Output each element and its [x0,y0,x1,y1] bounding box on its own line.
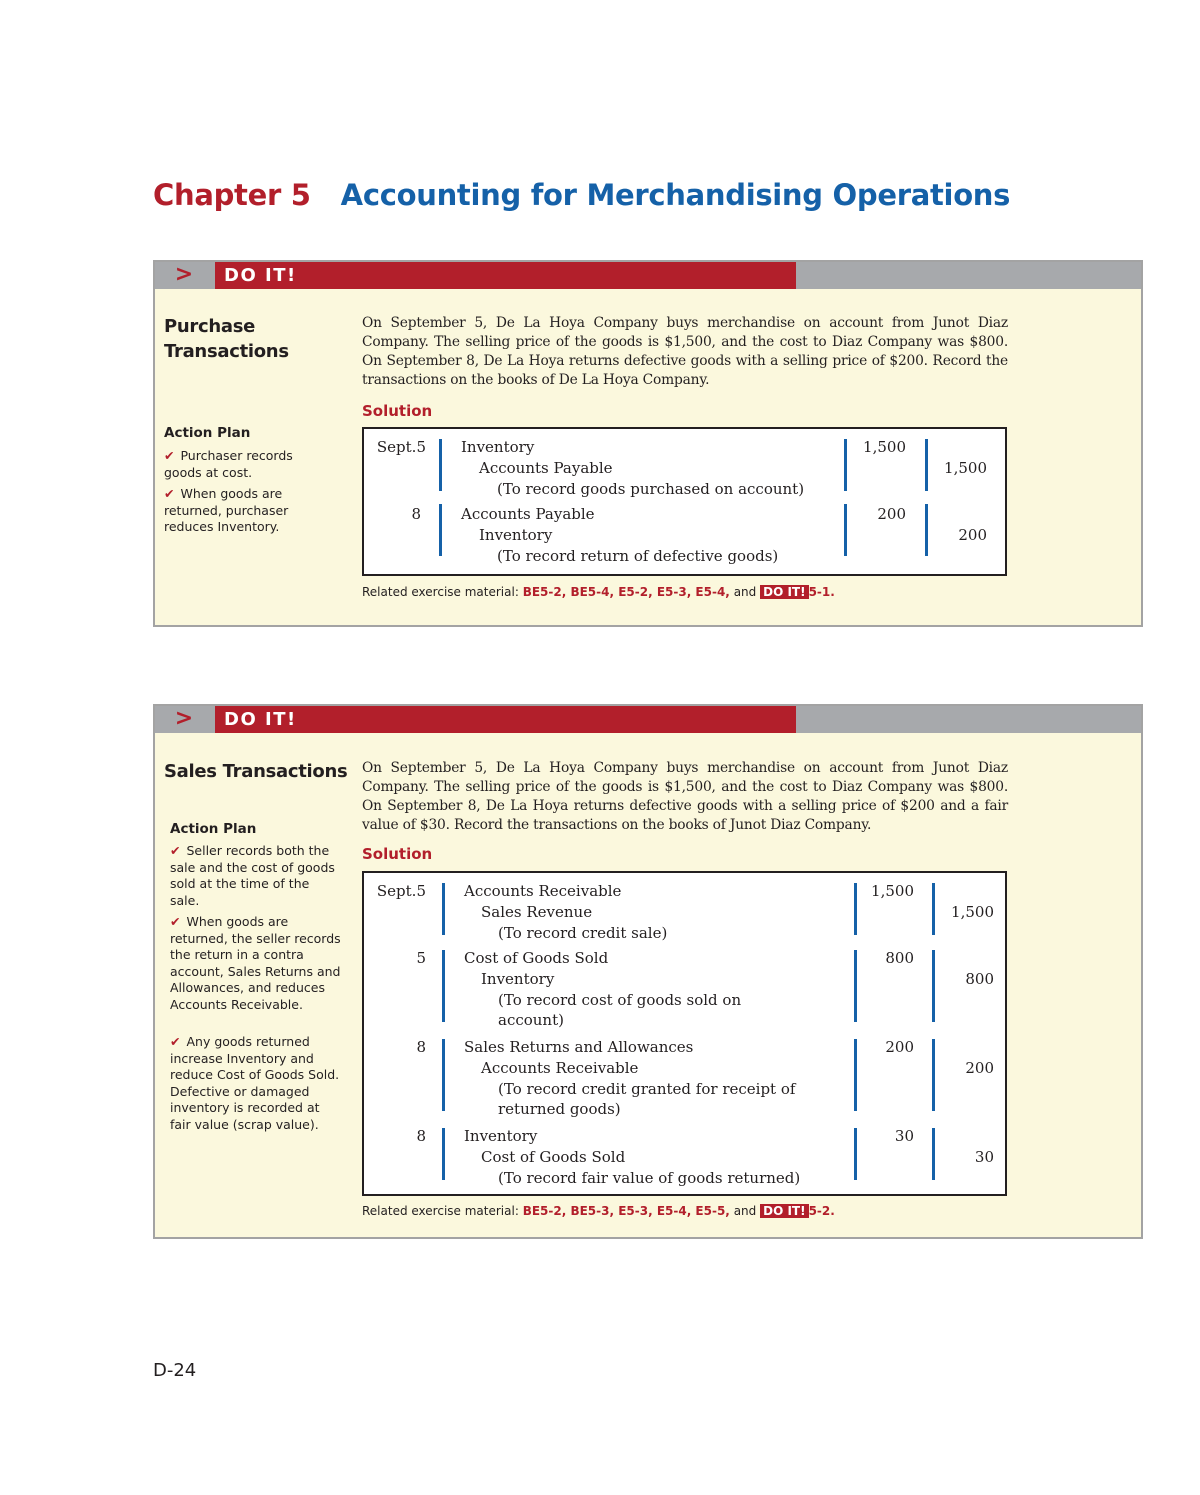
problem-text: On September 5, De La Hoya Company buys merchandise on account from Junot Diaz Company. The selling price of the goods is $1,500, and the cost to Diaz Company was $800. On September 8, De La Hoya returns defective goods with a selling price of $200. Record the transactions on the books of De La Hoya Company. [362,315,1008,388]
do-it-ref[interactable]: 5-1. [808,585,835,599]
entry-date: 8 [416,1127,426,1145]
entry-memo: (To record credit granted for receipt of [498,1080,796,1098]
chevron-right-icon: > [174,706,194,731]
checkmark-icon: ✔ [170,843,181,858]
entry-memo: (To record return of defective goods) [497,547,779,565]
journal-entries [362,871,1007,1196]
credit-amount: 800 [965,970,994,988]
related-exercises: Related exercise material: BE5-2, BE5-3, E5-3, E5-4, E5-5, and DO IT! 5-2. [362,1204,835,1218]
do-it-badge[interactable]: DO IT! [760,585,808,599]
action-plan-heading: Action Plan [170,821,257,837]
entry-date: 8 [416,1038,426,1056]
column-rule [442,1039,445,1111]
entry-memo-cont: account) [498,1011,564,1029]
debit-account: Inventory [461,438,535,456]
credit-account: Cost of Goods Sold [481,1148,626,1166]
credit-account: Accounts Receivable [481,1059,639,1077]
credit-account: Accounts Payable [479,459,613,477]
debit-account: Sales Returns and Allowances [464,1038,694,1056]
do-it-badge[interactable]: DO IT! [760,1204,808,1218]
checkmark-icon: ✔ [170,1034,181,1049]
debit-amount: 200 [877,505,906,523]
section-title: Sales Transactions [164,761,348,782]
action-plan-item: ✔ Purchaser records goods at cost. [164,448,293,480]
credit-amount: 1,500 [944,459,987,477]
section-title-line1: Purchase [164,316,256,337]
debit-amount: 1,500 [871,882,914,900]
entry-date: 8 [411,505,421,523]
exercise-refs[interactable]: BE5-2, BE5-4, E5-2, E5-3, E5-4, [522,585,730,599]
checkmark-icon: ✔ [164,448,175,463]
credit-account: Inventory [481,970,555,988]
column-rule [442,1128,445,1180]
entry-date: Sept.5 [376,882,426,900]
do-it-box-sales [153,704,1143,1239]
do-it-box-purchase [153,260,1143,627]
do-it-banner [155,706,1141,733]
debit-account: Accounts Payable [461,505,595,523]
credit-amount: 200 [965,1059,994,1077]
entry-memo-cont: returned goods) [498,1100,621,1118]
column-rule [439,439,442,491]
debit-account: Accounts Receivable [464,882,622,900]
entry-date: 5 [416,949,426,967]
credit-account: Sales Revenue [481,903,593,921]
action-plan-item: ✔ When goods are returned, the seller records the return in a contra account, Sales Returns and Allowances, and reduces Accounts Receivable. [170,914,341,1012]
page-number: D-24 [153,1360,197,1381]
entry-memo: (To record goods purchased on account) [497,480,805,498]
debit-amount: 1,500 [863,438,906,456]
problem-text: On September 5, De La Hoya Company buys merchandise on account from Junot Diaz Company. The selling price of the goods is $1,500, and the cost to Diaz Company was $800. On September 8, De La Hoya returns defective goods with a selling price of $200 and a fair value of $30. Record the transactions on the books of Junot Diaz Company. [362,760,1008,833]
action-plan-item: ✔ Seller records both the sale and the cost of goods sold at the time of the sale. [170,843,335,908]
debit-amount: 800 [885,949,914,967]
chevron-right-icon: > [174,262,194,287]
chapter-number: Chapter 5 [153,178,311,212]
debit-amount: 200 [885,1038,914,1056]
credit-amount: 1,500 [951,903,994,921]
credit-amount: 30 [974,1148,994,1166]
journal-entries [362,427,1007,576]
do-it-ref[interactable]: 5-2. [808,1204,835,1218]
credit-account: Inventory [479,526,553,544]
checkmark-icon: ✔ [170,914,181,929]
action-plan-heading: Action Plan [164,425,251,441]
chapter-heading [153,178,1010,212]
credit-amount: 200 [958,526,987,544]
do-it-label: DO IT! [215,262,796,289]
debit-amount: 30 [894,1127,914,1145]
entry-memo: (To record credit sale) [498,924,668,942]
section-title-line2: Transactions [164,341,289,362]
column-rule [442,883,445,935]
debit-account: Inventory [464,1127,538,1145]
column-rule [442,950,445,1022]
entry-date: Sept.5 [376,438,426,456]
do-it-banner [155,262,1141,289]
chapter-title: Accounting for Merchandising Operations [340,178,1011,212]
column-rule [439,504,442,556]
action-plan-item: ✔ When goods are returned, purchaser reduces Inventory. [164,486,289,534]
solution-label: Solution [362,845,433,863]
do-it-label: DO IT! [215,706,796,733]
entry-memo: (To record cost of goods sold on [498,991,742,1009]
entry-memo: (To record fair value of goods returned) [498,1169,801,1187]
related-exercises: Related exercise material: BE5-2, BE5-4, E5-2, E5-3, E5-4, and DO IT! 5-1. [362,585,835,599]
solution-label: Solution [362,402,433,420]
exercise-refs[interactable]: BE5-2, BE5-3, E5-3, E5-4, E5-5, [522,1204,730,1218]
action-plan-item: ✔ Any goods returned increase Inventory and reduce Cost of Goods Sold. Defective or damaged inventory is recorded at fair value (scrap value). [170,1034,340,1132]
section-title [164,314,289,364]
debit-account: Cost of Goods Sold [464,949,609,967]
checkmark-icon: ✔ [164,486,175,501]
